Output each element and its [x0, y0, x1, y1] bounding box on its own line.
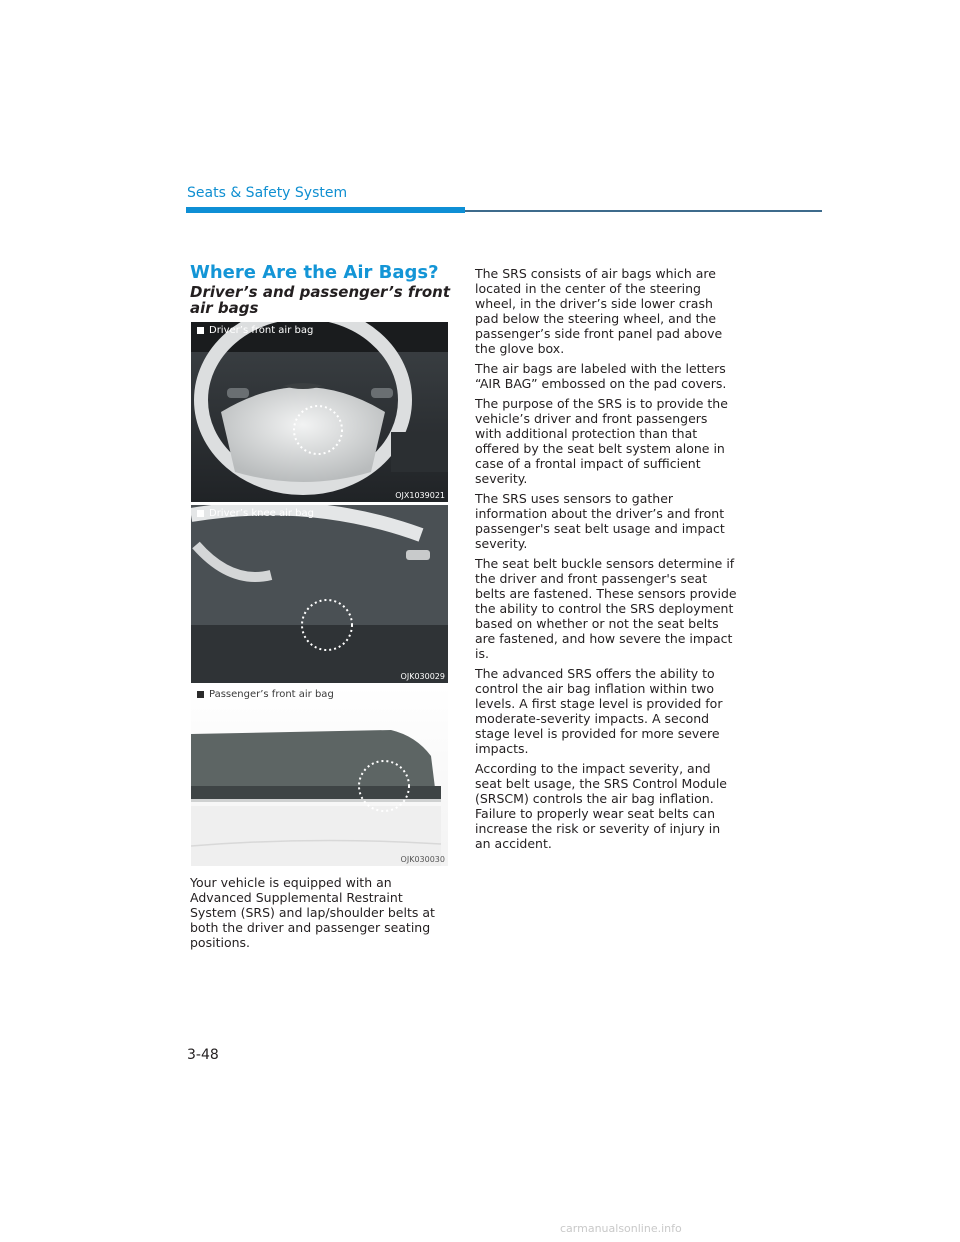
- passenger-dashboard-illustration: [191, 686, 448, 866]
- body-paragraph: According to the impact severity, and seat belt usage, the SRS Control Module (SRSCM) controls the air bag inflation. Failure to properly wear seat belts can increase the risk or severity of injury in an accident.: [475, 761, 728, 851]
- body-paragraph: The SRS uses sensors to gather information about the driver’s and front passenger's seat belt usage and impact severity.: [475, 491, 725, 551]
- header-rule-accent: [186, 207, 465, 213]
- page-number: 3-48: [187, 1047, 219, 1063]
- body-paragraph: The SRS consists of air bags which are located in the center of the steering wheel, in the driver’s side lower crash pad below the steering wheel, and the passenger’s side front panel pad above the glove box.: [475, 266, 723, 356]
- figure-caption: Driver’s knee air bag: [197, 508, 314, 519]
- watermark: carmanualsonline.info: [560, 1222, 682, 1235]
- body-paragraph: Your vehicle is equipped with an Advanced Supplemental Restraint System (SRS) and lap/shoulder belts at both the driver and passenger seating positions.: [190, 875, 435, 950]
- bullet-square-icon: [197, 327, 204, 334]
- figure-caption: Passenger’s front air bag: [197, 689, 334, 700]
- body-paragraph: The purpose of the SRS is to provide the vehicle’s driver and front passengers with additional protection than that offered by the seat belt system alone in case of a frontal impact of sufficient severity.: [475, 396, 728, 486]
- body-paragraph: The air bags are labeled with the letters “AIR BAG” embossed on the pad covers.: [475, 361, 727, 391]
- section-label: Seats & Safety System: [187, 185, 348, 201]
- figure-passenger-front-airbag: [191, 686, 448, 866]
- figure-code: OJK030030: [400, 855, 445, 864]
- page-subheading: Driver’s and passenger’s front air bags: [190, 283, 451, 317]
- knee-airbag-illustration: [191, 505, 448, 683]
- page-heading: Where Are the Air Bags?: [190, 262, 439, 283]
- figure-caption: Driver’s front air bag: [197, 325, 313, 336]
- bullet-square-icon: [197, 510, 204, 517]
- body-paragraph: The seat belt buckle sensors determine if the driver and front passenger's seat belts are fastened. These sensors provide the ability to control the SRS deployment based on whether or not the seat belts are fastened, and how severe the impact is.: [475, 556, 737, 661]
- figure-driver-front-airbag: [191, 322, 448, 502]
- bullet-square-icon: [197, 691, 204, 698]
- steering-wheel-illustration: [191, 322, 448, 502]
- right-column: [475, 266, 737, 856]
- figure-code: OJK030029: [400, 672, 445, 681]
- header-rule: [465, 210, 822, 212]
- body-paragraph: The advanced SRS offers the ability to control the air bag inflation within two levels. A first stage level is provided for moderate-severity impacts. A second stage level is provided for more severe impacts.: [475, 666, 723, 756]
- figure-code: OJX1039021: [395, 491, 445, 500]
- figure-driver-knee-airbag: [191, 505, 448, 683]
